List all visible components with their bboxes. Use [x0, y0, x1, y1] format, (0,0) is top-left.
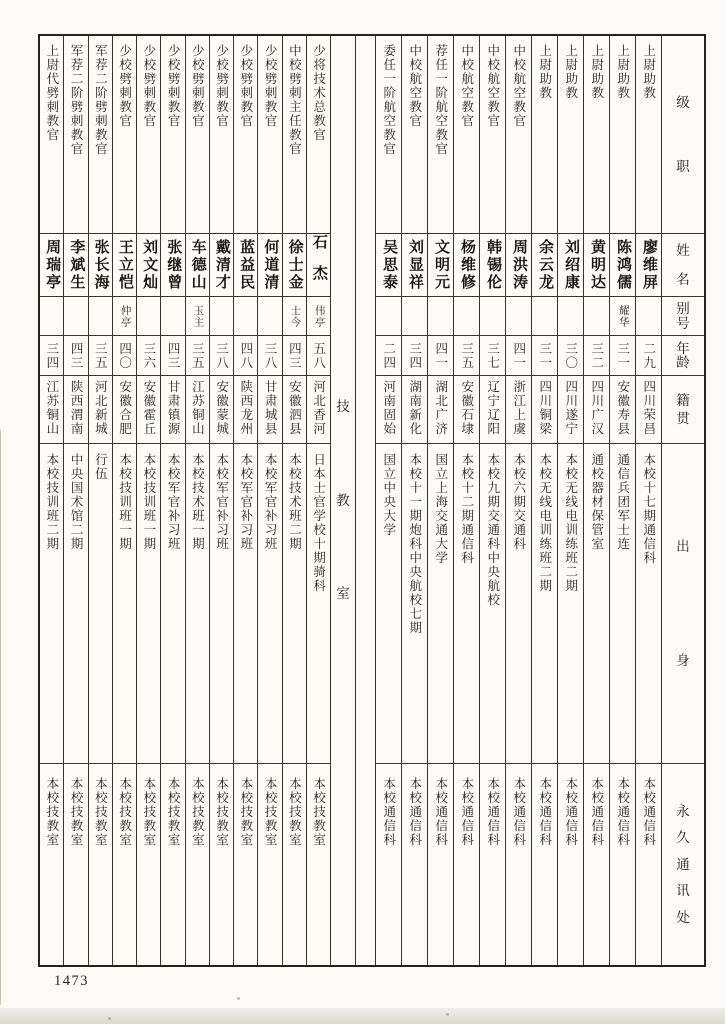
age-cell: 三五 [186, 336, 209, 376]
rank-cell: 少校劈刺教官 [234, 36, 257, 234]
origin-cell: 国立中央大学 [376, 444, 401, 764]
age-cell: 三八 [258, 336, 281, 376]
origin-cell: 本校无线电训练班二期 [532, 444, 557, 764]
age-cell: 四〇 [113, 336, 136, 376]
alias-cell: 伟亭 [307, 297, 330, 336]
address-cell: 本校通信科 [589, 777, 604, 847]
name-cell: 张继曾 [161, 234, 184, 297]
officer-column-杨维修 [454, 36, 480, 965]
origin-cell: 本校技训班二期 [40, 444, 63, 764]
address-cell: 本校技教室 [93, 777, 108, 847]
name-cell: 何道清 [258, 234, 281, 297]
section-label-column [331, 36, 356, 965]
origin-cell: 本校技术班一期 [186, 444, 209, 764]
address-cell: 本校技教室 [117, 777, 132, 847]
alias-cell [89, 297, 112, 336]
address-cell: 本校通信科 [641, 777, 656, 847]
column-header-native_place: 籍 贯 [662, 376, 704, 444]
address-cell: 本校技教室 [44, 777, 59, 847]
alias-cell [40, 297, 63, 336]
name-cell: 蓝益民 [234, 234, 257, 297]
address-cell: 本校技教室 [190, 777, 205, 847]
age-cell: 三六 [137, 336, 160, 376]
address-cell: 本校技教室 [141, 777, 156, 847]
origin-cell: 本校九期交通科中央航校 [480, 444, 505, 764]
alias-cell: 耀华 [610, 297, 635, 336]
age-cell: 三二 [584, 336, 609, 376]
alias-cell [584, 297, 609, 336]
rank-cell: 上尉助教 [558, 36, 583, 234]
alias-cell [454, 297, 479, 336]
officer-column-周洪涛 [506, 36, 532, 965]
scan-speck [446, 1013, 449, 1016]
address-cell: 本校技教室 [238, 777, 253, 847]
rank-cell: 军荐二阶劈刺教官 [64, 36, 87, 234]
native-place-cell: 安徽泗县 [283, 376, 306, 444]
native-place-cell: 甘肃城县 [258, 376, 281, 444]
alias-cell [428, 297, 453, 336]
officer-column-戴清才 [210, 36, 234, 965]
officer-column-刘绍康 [558, 36, 584, 965]
age-cell: 四三 [283, 336, 306, 376]
age-cell: 四一 [506, 336, 531, 376]
native-place-cell: 安徽寿县 [610, 376, 635, 444]
name-cell: 徐士金 [283, 234, 306, 297]
address-cell: 本校技教室 [263, 777, 278, 847]
native-place-cell: 河北新城 [89, 376, 112, 444]
officer-column-文明元 [428, 36, 454, 965]
scan-speck [237, 997, 240, 1000]
native-place-cell: 河北香河 [307, 376, 330, 444]
name-cell: 李斌生 [64, 234, 87, 297]
name-cell: 刘显祥 [402, 234, 427, 297]
address-cell: 本校技教室 [214, 777, 229, 847]
native-place-cell: 安徽霍丘 [137, 376, 160, 444]
age-cell: 四三 [161, 336, 184, 376]
officer-column-韩锡伦 [480, 36, 506, 965]
origin-cell: 国立上海交通大学 [428, 444, 453, 764]
alias-cell [636, 297, 661, 336]
name-cell: 戴清才 [210, 234, 233, 297]
scan-speck [108, 1017, 111, 1020]
age-cell: 二九 [636, 336, 661, 376]
origin-cell: 通信兵团军士连 [610, 444, 635, 764]
rank-cell: 中校航空教官 [402, 36, 427, 234]
rank-cell: 上尉助教 [636, 36, 661, 234]
native-place-cell: 四川荣昌 [636, 376, 661, 444]
age-cell: 三四 [402, 336, 427, 376]
officer-column-刘文灿 [137, 36, 161, 965]
officer-column-陈鸿儒 [610, 36, 636, 965]
age-cell: 三八 [210, 336, 233, 376]
rank-cell: 中校航空教官 [480, 36, 505, 234]
officer-column-车德山 [186, 36, 210, 965]
officer-column-刘显祥 [402, 36, 428, 965]
rank-cell: 上尉助教 [610, 36, 635, 234]
scan-edge-artifact [0, 1008, 725, 1024]
address-cell: 本校通信科 [537, 777, 552, 847]
age-cell: 五八 [307, 336, 330, 376]
origin-cell: 本校技训班一期 [137, 444, 160, 764]
rank-cell: 上尉代劈刺教官 [40, 36, 63, 234]
name-cell: 文明元 [428, 234, 453, 297]
address-cell: 本校通信科 [433, 777, 448, 847]
age-cell: 二四 [376, 336, 401, 376]
native-place-cell: 浙江上虞 [506, 376, 531, 444]
column-header-rank: 级 职 [662, 36, 704, 234]
section-label: 技 教 室 [336, 399, 350, 602]
age-cell: 四一 [428, 336, 453, 376]
age-cell: 三五 [454, 336, 479, 376]
name-cell: 周瑞亭 [40, 234, 63, 297]
rank-cell: 少校劈刺教官 [113, 36, 136, 234]
officer-column-石杰 [307, 36, 331, 965]
native-place-cell: 河南固始 [376, 376, 401, 444]
address-cell: 本校技教室 [166, 777, 181, 847]
native-place-cell: 甘肃镇源 [161, 376, 184, 444]
address-cell: 本校通信科 [459, 777, 474, 847]
column-header-age: 年 龄 [662, 336, 704, 376]
rank-cell: 军荐二阶劈刺教官 [89, 36, 112, 234]
rank-cell: 中校航空教官 [506, 36, 531, 234]
officer-column-黄明达 [584, 36, 610, 965]
origin-cell: 日本士官学校十期骑科 [307, 444, 330, 764]
column-header-alias: 别 号 [662, 297, 704, 336]
officer-column-何道清 [258, 36, 282, 965]
origin-cell: 通校器材保管室 [584, 444, 609, 764]
name-cell: 杨维修 [454, 234, 479, 297]
origin-cell: 本校十一期炮科中央航校七期 [402, 444, 427, 764]
alias-cell [402, 297, 427, 336]
name-cell: 黄明达 [584, 234, 609, 297]
native-place-cell: 江苏铜山 [186, 376, 209, 444]
origin-cell: 本校无线电训练班二期 [558, 444, 583, 764]
address-cell: 本校通信科 [563, 777, 578, 847]
name-cell: 车德山 [186, 234, 209, 297]
alias-cell [258, 297, 281, 336]
rank-cell: 少将技术总教官 [307, 36, 330, 234]
native-place-cell: 陕西渭南 [64, 376, 87, 444]
address-cell: 本校通信科 [615, 777, 630, 847]
name-cell: 石杰 [307, 234, 330, 297]
native-place-cell: 安徽蒙城 [210, 376, 233, 444]
roster-table [38, 34, 706, 967]
address-cell: 本校通信科 [511, 777, 526, 847]
origin-cell: 本校军官补习班 [234, 444, 257, 764]
native-place-cell: 江苏铜山 [40, 376, 63, 444]
officer-column-徐士金 [283, 36, 307, 965]
officer-column-张长海 [89, 36, 113, 965]
rank-cell: 中校劈刺主任教官 [283, 36, 306, 234]
rank-cell: 少校劈刺教官 [258, 36, 281, 234]
rank-cell: 少校劈刺教官 [137, 36, 160, 234]
age-cell: 三五 [89, 336, 112, 376]
name-cell: 刘绍康 [558, 234, 583, 297]
origin-cell: 本校十二期通信科 [454, 444, 479, 764]
origin-cell: 本校技训班一期 [113, 444, 136, 764]
age-cell: 三一 [532, 336, 557, 376]
name-cell: 韩锡伦 [480, 234, 505, 297]
address-cell: 本校技教室 [287, 777, 302, 847]
name-cell: 周洪涛 [506, 234, 531, 297]
rank-cell: 少校劈刺教官 [186, 36, 209, 234]
officer-column-廖维屏 [636, 36, 662, 965]
officer-column-张继曾 [161, 36, 185, 965]
origin-cell: 本校六期交通科 [506, 444, 531, 764]
alias-cell [210, 297, 233, 336]
address-cell: 本校技教室 [69, 777, 84, 847]
age-cell: 四八 [234, 336, 257, 376]
origin-cell: 本校技术班二期 [283, 444, 306, 764]
origin-cell: 本校军官补习班 [161, 444, 184, 764]
origin-cell: 中央国术馆二期 [64, 444, 87, 764]
name-cell: 廖维屏 [636, 234, 661, 297]
alias-cell [558, 297, 583, 336]
age-cell: 三一 [610, 336, 635, 376]
rank-cell: 少校劈刺教官 [161, 36, 184, 234]
native-place-cell: 四川遂宁 [558, 376, 583, 444]
rank-cell: 荐任一阶航空教官 [428, 36, 453, 234]
age-cell: 三四 [40, 336, 63, 376]
alias-cell [376, 297, 401, 336]
name-cell: 刘文灿 [137, 234, 160, 297]
rank-cell: 中校航空教官 [454, 36, 479, 234]
address-cell: 本校通信科 [381, 777, 396, 847]
age-cell: 三七 [480, 336, 505, 376]
column-header-origin: 出 身 [662, 444, 704, 764]
alias-cell: 士今 [283, 297, 306, 336]
page-number: 1473 [54, 973, 89, 989]
alias-cell [506, 297, 531, 336]
name-cell: 王立恺 [113, 234, 136, 297]
alias-cell [532, 297, 557, 336]
scan-edge-line [0, 430, 1, 1005]
column-header-address: 永 久 通 讯 处 [676, 803, 690, 925]
native-place-cell: 湖南新化 [402, 376, 427, 444]
rank-cell: 委任一阶航空教官 [376, 36, 401, 234]
native-place-cell: 安徽合肥 [113, 376, 136, 444]
alias-cell [137, 297, 160, 336]
age-cell: 三〇 [558, 336, 583, 376]
alias-cell: 玉主 [186, 297, 209, 336]
alias-cell [64, 297, 87, 336]
alias-cell: 仲亭 [113, 297, 136, 336]
address-cell: 本校通信科 [407, 777, 422, 847]
native-place-cell: 湖北广济 [428, 376, 453, 444]
rank-cell: 少校劈刺教官 [210, 36, 233, 234]
officer-column-余云龙 [532, 36, 558, 965]
officer-column-王立恺 [113, 36, 137, 965]
officer-column-李斌生 [64, 36, 88, 965]
name-cell: 吴思泰 [376, 234, 401, 297]
officer-column-蓝益民 [234, 36, 258, 965]
alias-cell [161, 297, 184, 336]
address-cell: 本校通信科 [485, 777, 500, 847]
spacer-column [356, 36, 376, 965]
address-cell: 本校技教室 [311, 777, 326, 847]
column-header-name: 姓 名 [662, 234, 704, 297]
native-place-cell: 辽宁辽阳 [480, 376, 505, 444]
officer-column-吴思泰 [376, 36, 402, 965]
origin-cell: 本校军官补习班 [210, 444, 233, 764]
name-cell: 陈鸿儒 [610, 234, 635, 297]
rank-cell: 上尉助教 [584, 36, 609, 234]
origin-cell: 本校十七期通信科 [636, 444, 661, 764]
native-place-cell: 四川铜梁 [532, 376, 557, 444]
age-cell: 四三 [64, 336, 87, 376]
name-cell: 余云龙 [532, 234, 557, 297]
origin-cell: 行伍 [89, 444, 112, 764]
native-place-cell: 四川广汉 [584, 376, 609, 444]
alias-cell [234, 297, 257, 336]
native-place-cell: 安徽石埭 [454, 376, 479, 444]
origin-cell: 本校军官补习班 [258, 444, 281, 764]
officer-column-周瑞亭 [40, 36, 64, 965]
header-column [662, 36, 704, 965]
alias-cell [480, 297, 505, 336]
native-place-cell: 陕西龙州 [234, 376, 257, 444]
name-cell: 张长海 [89, 234, 112, 297]
rank-cell: 上尉助教 [532, 36, 557, 234]
